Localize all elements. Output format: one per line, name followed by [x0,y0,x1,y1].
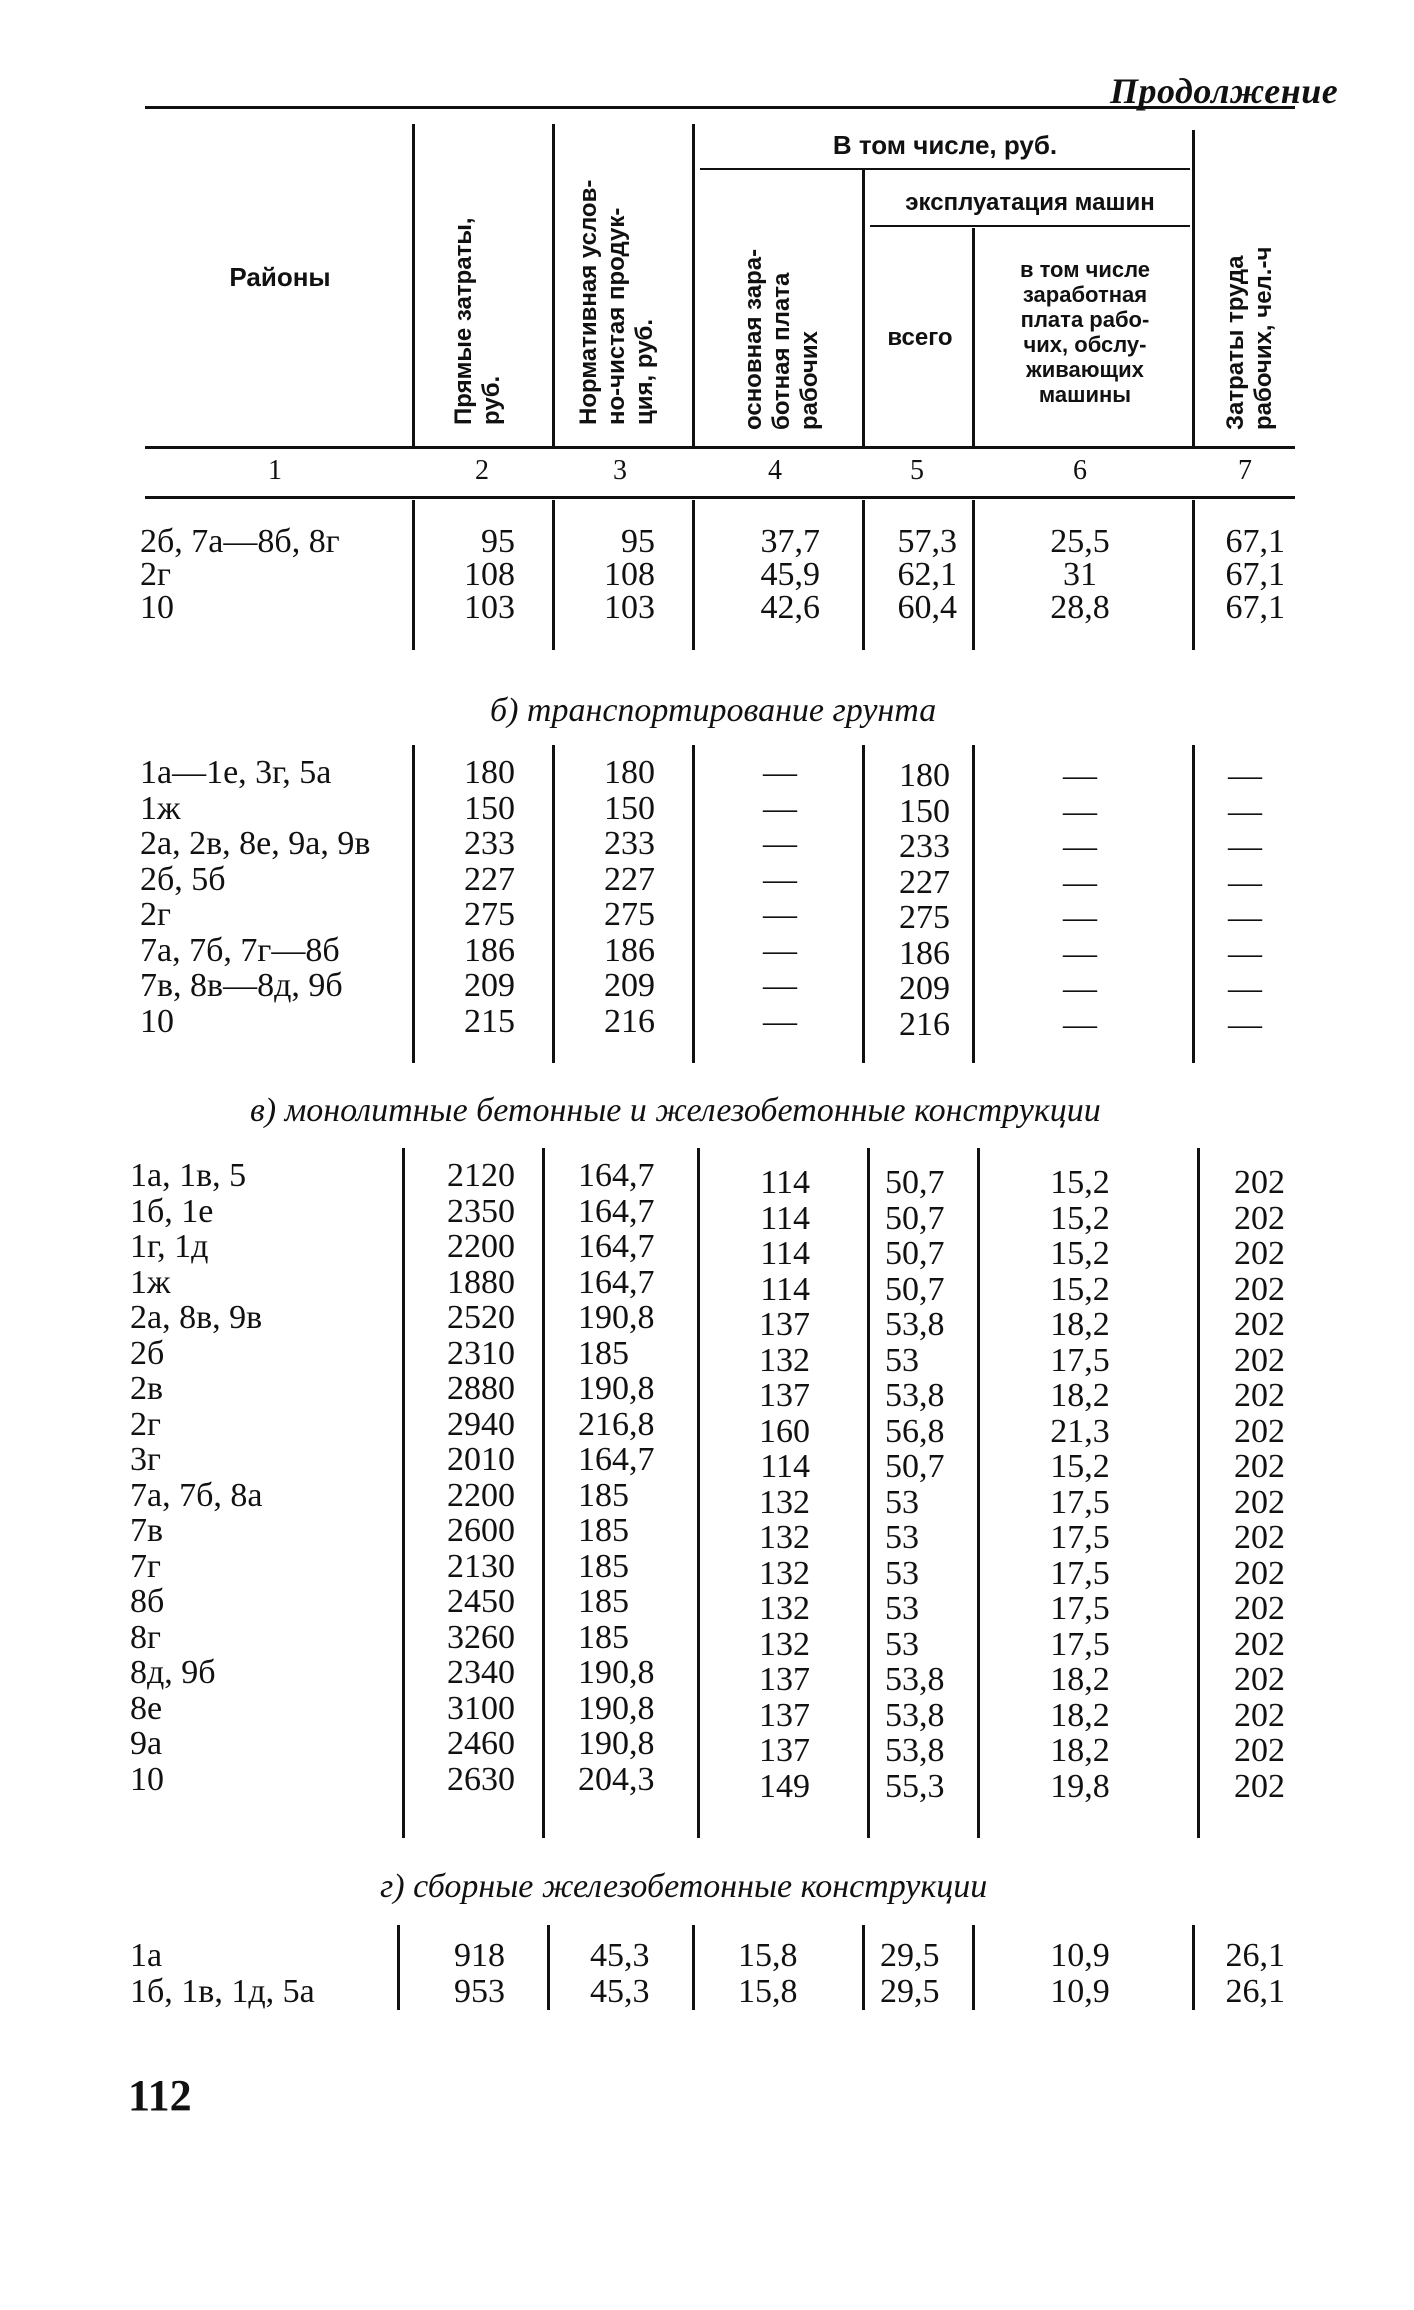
table-cell: — [1063,970,1097,1007]
table-cell: — [1063,792,1097,830]
table-cell: 57,3 [897,523,957,560]
column-number-3: 3 [613,455,627,486]
table-cell: 149 [759,1767,810,1805]
table-cell: 29,5 [880,1937,940,1974]
table-cell: 9а [130,1725,163,1762]
table-cell: — [1228,899,1262,936]
table-cell: 164,7 [578,1192,655,1230]
table-cell: 53 [885,1519,919,1556]
table-cell: — [1228,970,1262,1007]
table-cell: 233 [899,828,950,865]
table-cell: — [763,860,797,898]
table-cell: 1а [130,1937,163,1974]
table-cell: 202 [1234,1164,1285,1201]
table-cell: 202 [1234,1235,1285,1272]
table-cell: 26,1 [1225,1937,1285,1974]
table-cell: 132 [759,1483,810,1521]
table-cell: — [1063,863,1097,901]
table-cell: 10 [140,1002,174,1040]
table-cell: 202 [1234,1377,1285,1414]
header-divider-5 [972,228,975,446]
sec-c-col3 [578,1158,693,1797]
table-cell: 150 [899,792,950,830]
table-cell: 2г [130,1405,161,1443]
table-cell: 67,1 [1225,523,1285,560]
sec-a-col4 [700,525,820,624]
table-cell: 2г [140,556,171,593]
table-cell: 2120 [447,1157,515,1194]
sec-c-divider-4 [867,1148,870,1838]
table-cell: 95 [481,523,515,560]
table-cell: 1880 [447,1263,515,1301]
table-cell: 202 [1234,1483,1285,1521]
table-cell: 45,9 [760,556,820,593]
table-cell: 95 [621,523,655,560]
table-cell: 202 [1234,1412,1285,1450]
sec-d-col2 [400,1938,505,2009]
table-cell: 37,7 [760,523,820,560]
sec-c-regions [130,1158,400,1797]
table-cell: 67,1 [1225,556,1285,593]
table-cell: 8б [130,1583,165,1620]
table-cell: 7а, 7б, 7г—8б [140,931,340,969]
table-cell: 17,5 [1050,1483,1110,1521]
table-cell: — [763,825,797,862]
table-cell: 132 [759,1554,810,1592]
table-cell: 150 [464,789,515,827]
sec-a-regions [140,525,410,624]
table-cell: 202 [1234,1590,1285,1627]
table-cell: — [763,967,797,1004]
table-cell: 19,8 [1050,1767,1110,1805]
table-cell: 202 [1234,1554,1285,1592]
table-cell: 50,7 [885,1164,945,1201]
sec-d-divider-4 [862,1925,865,2010]
table-cell: 15,2 [1050,1270,1110,1308]
sec-c-col4 [700,1165,810,1804]
table-cell: — [1063,1005,1097,1043]
table-cell: 918 [454,1937,505,1974]
table-cell: 233 [464,825,515,862]
table-cell: 185 [578,1476,629,1514]
table-cell: 180 [899,757,950,794]
column-number-6: 6 [1073,455,1087,486]
sec-a-col3 [555,525,655,624]
table-cell: 202 [1234,1767,1285,1805]
table-cell: 202 [1234,1732,1285,1769]
table-cell: 2а, 8в, 9в [130,1299,263,1336]
section-c-title: в) монолитные бетонные и железобетонные конструкции [250,1092,1101,1129]
table-cell: 185 [578,1583,629,1620]
header-rule-including [700,168,1190,170]
sec-b-divider-6 [1192,745,1195,1063]
table-cell: 202 [1234,1625,1285,1663]
table-cell: 18,2 [1050,1696,1110,1734]
table-cell: 164,7 [578,1441,655,1478]
table-cell: 275 [464,896,515,933]
table-cell: 108 [604,556,655,593]
sec-a-divider-5 [972,500,975,650]
table-cell: 1б, 1е [130,1192,214,1230]
table-cell: 53,8 [885,1661,945,1698]
table-cell: 114 [760,1164,810,1201]
table-cell: 227 [899,863,950,901]
sec-c-divider-5 [977,1148,980,1838]
table-cell: — [763,931,797,969]
table-cell: 202 [1234,1661,1285,1698]
table-cell: 108 [464,556,515,593]
table-cell: 185 [578,1334,629,1372]
sec-c-col7 [1200,1165,1285,1804]
table-cell: 204,3 [578,1760,655,1798]
table-cell: 17,5 [1050,1554,1110,1592]
table-cell: 190,8 [578,1689,655,1727]
table-cell: — [1228,828,1262,865]
table-cell: 8г [130,1618,161,1656]
sec-b-col7 [1200,758,1290,1042]
table-cell: 56,8 [885,1412,945,1450]
table-cell: 7в, 8в—8д, 9б [140,967,343,1004]
sec-d-regions [130,1938,395,2009]
table-cell: 2450 [447,1583,515,1620]
table-cell: 17,5 [1050,1625,1110,1663]
table-cell: 10,9 [1050,1937,1110,1974]
table-cell: 132 [759,1341,810,1379]
table-cell: — [763,754,797,791]
table-cell: 1г, 1д [130,1228,209,1265]
header-labor-costs: Затраты труда рабочих, чел.-ч [1222,246,1277,430]
table-cell: 953 [454,1972,505,2010]
table-cell: 53,8 [885,1696,945,1734]
table-cell: 2630 [447,1760,515,1798]
table-cell: 29,5 [880,1972,940,2010]
sec-c-col2 [405,1158,515,1797]
table-cell: — [763,1002,797,1040]
table-cell: 216 [604,1002,655,1040]
sec-a-col6 [1000,525,1160,624]
table-cell: 114 [760,1235,810,1272]
table-cell: 190,8 [578,1725,655,1762]
table-cell: 103 [604,589,655,626]
table-cell: 275 [604,896,655,933]
table-cell: — [763,789,797,827]
table-cell: 137 [759,1377,810,1414]
table-cell: 18,2 [1050,1377,1110,1414]
table-cell: 2880 [447,1370,515,1407]
sec-b-regions [140,755,412,1039]
header-machine-operation: эксплуатация машин [905,189,1155,216]
table-cell: 15,2 [1050,1235,1110,1272]
sec-d-col4 [738,1938,848,2009]
table-cell: 3260 [447,1618,515,1656]
header-bottom-rule [145,446,1295,449]
sec-b-col4 [720,755,840,1039]
table-cell: 15,8 [738,1937,798,1974]
table-cell: 2600 [447,1512,515,1549]
table-cell: 114 [760,1199,810,1237]
page-number: 112 [128,2071,192,2120]
sec-b-col5 [865,758,950,1042]
header-normative-net: Нормативная услов- но-чистая продук- ция, руб. [575,179,658,425]
table-cell: 1б, 1в, 1д, 5а [130,1972,315,2010]
table-cell: 2520 [447,1299,515,1336]
header-divider-1 [412,124,415,446]
table-cell: 18,2 [1050,1661,1110,1698]
table-cell: 186 [604,931,655,969]
table-cell: 2а, 2в, 8е, 9а, 9в [140,825,371,862]
table-cell: 103 [464,589,515,626]
table-cell: 10 [130,1760,164,1798]
table-cell: 17,5 [1050,1519,1110,1556]
sec-c-col6 [1000,1165,1160,1804]
table-cell: 164,7 [578,1157,655,1194]
table-cell: 21,3 [1050,1412,1110,1450]
table-cell: 202 [1234,1306,1285,1343]
header-including: В том числе, руб. [832,130,1058,160]
table-cell: 132 [759,1625,810,1663]
table-cell: 209 [899,970,950,1007]
table-cell: 202 [1234,1341,1285,1379]
sec-d-col6 [1000,1938,1160,2009]
table-cell: 190,8 [578,1370,655,1407]
header-total: всего [887,324,953,351]
sec-a-divider-3 [692,500,695,650]
table-cell: 7г [130,1547,161,1585]
section-b-title: б) транспортирование грунта [490,692,937,729]
sec-d-divider-3 [692,1925,695,2010]
table-cell: — [1063,757,1097,794]
table-cell: 185 [578,1512,629,1549]
table-cell: 137 [759,1661,810,1698]
table-cell: 53 [885,1554,919,1592]
table-cell: 25,5 [1050,523,1110,560]
table-cell: 15,2 [1050,1164,1110,1201]
column-numbers-rule [145,496,1295,499]
table-cell: 185 [578,1547,629,1585]
continuation-label: Продолжение [1110,71,1339,111]
header-base-wage: основная зара- ботная плата рабочих [740,248,823,430]
table-cell: 2в [130,1370,164,1407]
table-cell: 8д, 9б [130,1654,216,1691]
column-number-4: 4 [768,455,782,486]
table-cell: — [1063,934,1097,972]
table-cell: 28,8 [1050,589,1110,626]
table-cell: 2130 [447,1547,515,1585]
table-cell: 3г [130,1441,161,1478]
header-top-rule [145,106,1295,109]
table-cell: 160 [759,1412,810,1450]
table-cell: 132 [759,1590,810,1627]
header-divider-3 [692,124,695,446]
sec-b-col2 [415,755,515,1039]
table-cell: 15,2 [1050,1448,1110,1485]
table-cell: 17,5 [1050,1341,1110,1379]
table-cell: 185 [578,1618,629,1656]
table-cell: 10,9 [1050,1972,1110,2010]
sec-d-divider-5 [972,1925,975,2010]
table-cell: 18,2 [1050,1732,1110,1769]
table-cell: 132 [759,1519,810,1556]
sec-b-divider-3 [692,745,695,1063]
table-cell: 164,7 [578,1263,655,1301]
sec-d-col7 [1195,1938,1285,2009]
sec-c-divider-2 [542,1148,545,1838]
table-cell: — [1228,1005,1262,1043]
header-direct-costs: Прямые затраты, руб. [450,217,505,425]
column-number-5: 5 [910,455,924,486]
table-cell: 233 [604,825,655,862]
table-cell: 42,6 [760,589,820,626]
table-cell: 180 [604,754,655,791]
table-cell: 137 [759,1306,810,1343]
table-cell: 2200 [447,1476,515,1514]
table-cell: 2б, 5б [140,860,226,898]
table-cell: 202 [1234,1696,1285,1734]
table-cell: 50,7 [885,1235,945,1272]
table-cell: 202 [1234,1270,1285,1308]
table-cell: 31 [1063,556,1097,593]
table-cell: 2340 [447,1654,515,1691]
table-cell: 2940 [447,1405,515,1443]
table-cell: 7а, 7б, 8а [130,1476,263,1514]
sec-b-divider-5 [972,745,975,1063]
table-cell: 190,8 [578,1299,655,1336]
table-cell: 53 [885,1590,919,1627]
table-cell: — [763,896,797,933]
table-cell: 15,8 [738,1972,798,2010]
table-cell: 150 [604,789,655,827]
table-cell: 137 [759,1696,810,1734]
table-cell: 2350 [447,1192,515,1230]
header-incl-wage: в том числе заработная плата рабо- чих, обслу- живающих машины [1019,257,1151,407]
table-cell: 215 [464,1002,515,1040]
table-cell: 45,3 [590,1937,650,1974]
table-cell: 55,3 [885,1767,945,1805]
table-cell: 53,8 [885,1306,945,1343]
table-cell: 2г [140,896,171,933]
table-cell: — [1063,828,1097,865]
table-cell: 2б [130,1334,165,1372]
table-cell: 114 [760,1448,810,1485]
table-cell: 53,8 [885,1732,945,1769]
sec-d-divider-2 [547,1925,550,2010]
table-cell: 7в [130,1512,164,1549]
table-cell: 10 [140,589,174,626]
table-cell: 137 [759,1732,810,1769]
table-cell: 275 [899,899,950,936]
table-cell: 8е [130,1689,163,1727]
table-cell: 60,4 [897,589,957,626]
table-cell: 45,3 [590,1972,650,2010]
table-cell: 50,7 [885,1448,945,1485]
table-cell: 1а—1е, 3г, 5а [140,754,332,791]
header-rule-machines [870,225,1190,227]
table-cell: 2460 [447,1725,515,1762]
sec-c-col5 [885,1165,975,1804]
table-cell: 1ж [140,789,181,827]
sec-a-col5 [865,525,957,624]
column-number-2: 2 [475,455,489,486]
table-cell: 164,7 [578,1228,655,1265]
sec-b-col3 [555,755,655,1039]
header-divider-4 [862,170,865,446]
header-regions: Районы [229,262,331,292]
table-cell: 216,8 [578,1405,655,1443]
header-divider-6 [1192,130,1195,446]
table-cell: — [1063,899,1097,936]
header-divider-2 [552,124,555,446]
table-cell: 186 [464,931,515,969]
table-cell: 2010 [447,1441,515,1478]
sec-b-col6 [1000,758,1160,1042]
table-cell: 18,2 [1050,1306,1110,1343]
table-cell: 67,1 [1225,589,1285,626]
table-cell: 202 [1234,1199,1285,1237]
table-cell: 114 [760,1270,810,1308]
table-cell: 209 [604,967,655,1004]
column-number-7: 7 [1238,455,1252,486]
table-cell: 227 [464,860,515,898]
table-cell: 26,1 [1225,1972,1285,2010]
table-cell: 1ж [130,1263,171,1301]
table-cell: 1а, 1в, 5 [130,1157,247,1194]
table-cell: 202 [1234,1448,1285,1485]
table-cell: — [1228,863,1262,901]
table-cell: 62,1 [897,556,957,593]
table-cell: 216 [899,1005,950,1043]
table-cell: 209 [464,967,515,1004]
section-d-title: г) сборные железобетонные конструкции [380,1868,988,1905]
table-cell: 180 [464,754,515,791]
table-cell: 190,8 [578,1654,655,1691]
table-cell: — [1228,934,1262,972]
table-cell: — [1228,792,1262,830]
table-cell: 186 [899,934,950,972]
sec-a-col2 [415,525,515,624]
table-cell: 227 [604,860,655,898]
table-cell: 2310 [447,1334,515,1372]
table-cell: 2200 [447,1228,515,1265]
table-cell: 53 [885,1625,919,1663]
table-cell: 202 [1234,1519,1285,1556]
table-cell: 3100 [447,1689,515,1727]
table-cell: 53 [885,1341,919,1379]
table-cell: — [1228,757,1262,794]
table-cell: 2б, 7а—8б, 8г [140,523,340,560]
table-cell: 50,7 [885,1199,945,1237]
table-cell: 15,2 [1050,1199,1110,1237]
column-number-1: 1 [268,455,282,486]
sec-d-col3 [590,1938,690,2009]
table-cell: 17,5 [1050,1590,1110,1627]
table-cell: 53 [885,1483,919,1521]
table-cell: 50,7 [885,1270,945,1308]
sec-d-col5 [880,1938,970,2009]
table-cell: 53,8 [885,1377,945,1414]
sec-a-col7 [1195,525,1285,624]
